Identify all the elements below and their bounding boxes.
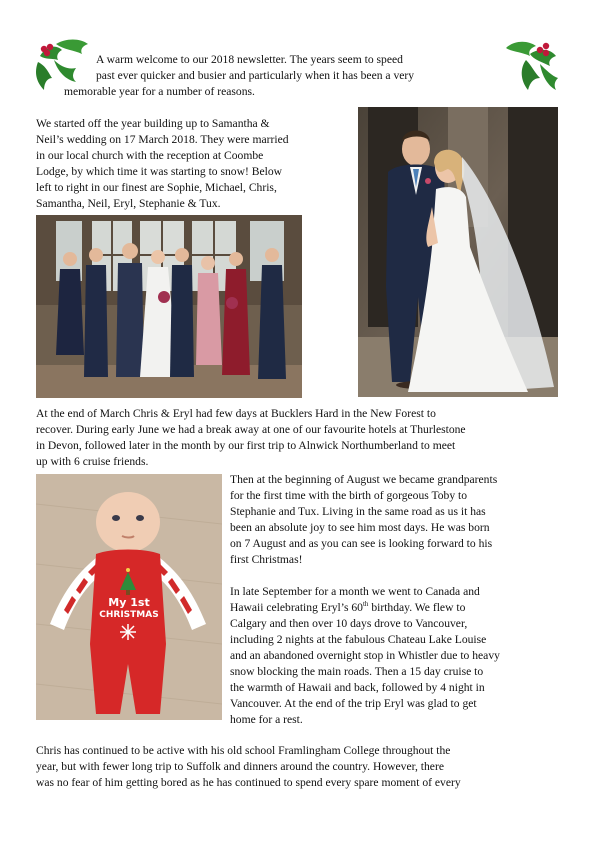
september-line-4: including 2 nights at the fabulous Chateau Lake Louise xyxy=(230,633,487,646)
september-line-5: and an abandoned overnight stop in Whistler due to heavy xyxy=(230,649,500,662)
september-line-2-a: Hawaii celebrating Eryl’s 60 xyxy=(230,601,363,614)
baby-outfit-line-1: My 1st xyxy=(108,596,150,609)
march-line-4: up with 6 cruise friends. xyxy=(36,455,149,468)
september-line-9: home for a rest. xyxy=(230,713,303,726)
august-line-6: first Christmas! xyxy=(230,553,303,566)
bride-groom-photo xyxy=(358,107,558,397)
september-line-1: In late September for a month we went to Canada and xyxy=(230,585,480,598)
intro-line-3: memorable year for a number of reasons. xyxy=(64,85,255,98)
september-line-2 xyxy=(230,600,465,616)
august-line-4: been an absolute joy to see him most days. He was born xyxy=(230,521,490,534)
baby-photo xyxy=(36,474,222,720)
august-line-2: for the first time with the birth of gorgeous Toby to xyxy=(230,489,468,502)
september-line-8: Vancouver. At the end of the trip Eryl was glad to get xyxy=(230,697,477,710)
august-line-1: Then at the beginning of August we became grandparents xyxy=(230,473,498,486)
march-line-3: in Devon, followed later in the month by our first trip to Alnwick Northumberland to meet xyxy=(36,439,456,452)
holly-right-icon xyxy=(500,36,562,94)
september-line-2-sup: th xyxy=(362,600,369,609)
august-line-3: Stephanie and Tux. Living in the same road as us it has xyxy=(230,505,486,518)
intro-line-2: past ever quicker and busier and particularly when it has been a very xyxy=(96,69,415,82)
chris-line-3: was no fear of him getting bored as he has continued to spend every spare moment of every xyxy=(36,776,461,789)
wedding-line-1: We started off the year building up to Samantha & xyxy=(36,117,270,130)
march-line-1: At the end of March Chris & Eryl had few days at Bucklers Hard in the New Forest to xyxy=(36,407,436,420)
september-line-7: the warmth of Hawaii and back, followed by 4 night in xyxy=(230,681,485,694)
baby-outfit-text xyxy=(36,596,222,622)
wedding-line-3: in our local church with the reception at Coombe xyxy=(36,149,264,162)
wedding-line-4: Lodge, by which time it was starting to snow! Below xyxy=(36,165,283,178)
intro-line-1: A warm welcome to our 2018 newsletter. The years seem to speed xyxy=(96,53,403,66)
august-line-5: on 7 August and as you can see is looking forward to his xyxy=(230,537,493,550)
september-line-6: snow blocking the main roads. Then a 15 day cruise to xyxy=(230,665,484,678)
september-line-2-b: birthday. We flew to xyxy=(368,601,466,614)
chris-line-1: Chris has continued to be active with his old school Framlingham College throughout the xyxy=(36,744,451,757)
september-line-3: Calgary and then over 10 days drove to Vancouver, xyxy=(230,617,468,630)
wedding-line-2: Neil’s wedding on 17 March 2018. They were married xyxy=(36,133,289,146)
baby-outfit-line-2: CHRISTMAS xyxy=(99,610,159,620)
wedding-line-5: left to right in our finest are Sophie, Michael, Chris, xyxy=(36,181,277,194)
wedding-line-6: Samantha, Neil, Eryl, Stephanie & Tux. xyxy=(36,197,221,210)
family-group-photo xyxy=(36,215,302,398)
chris-line-2: year, but with fewer long trip to Suffolk and dinners around the country. However, there xyxy=(36,760,444,773)
march-line-2: recover. During early June we had a break away at one of our favourite hotels at Thurlestone xyxy=(36,423,466,436)
